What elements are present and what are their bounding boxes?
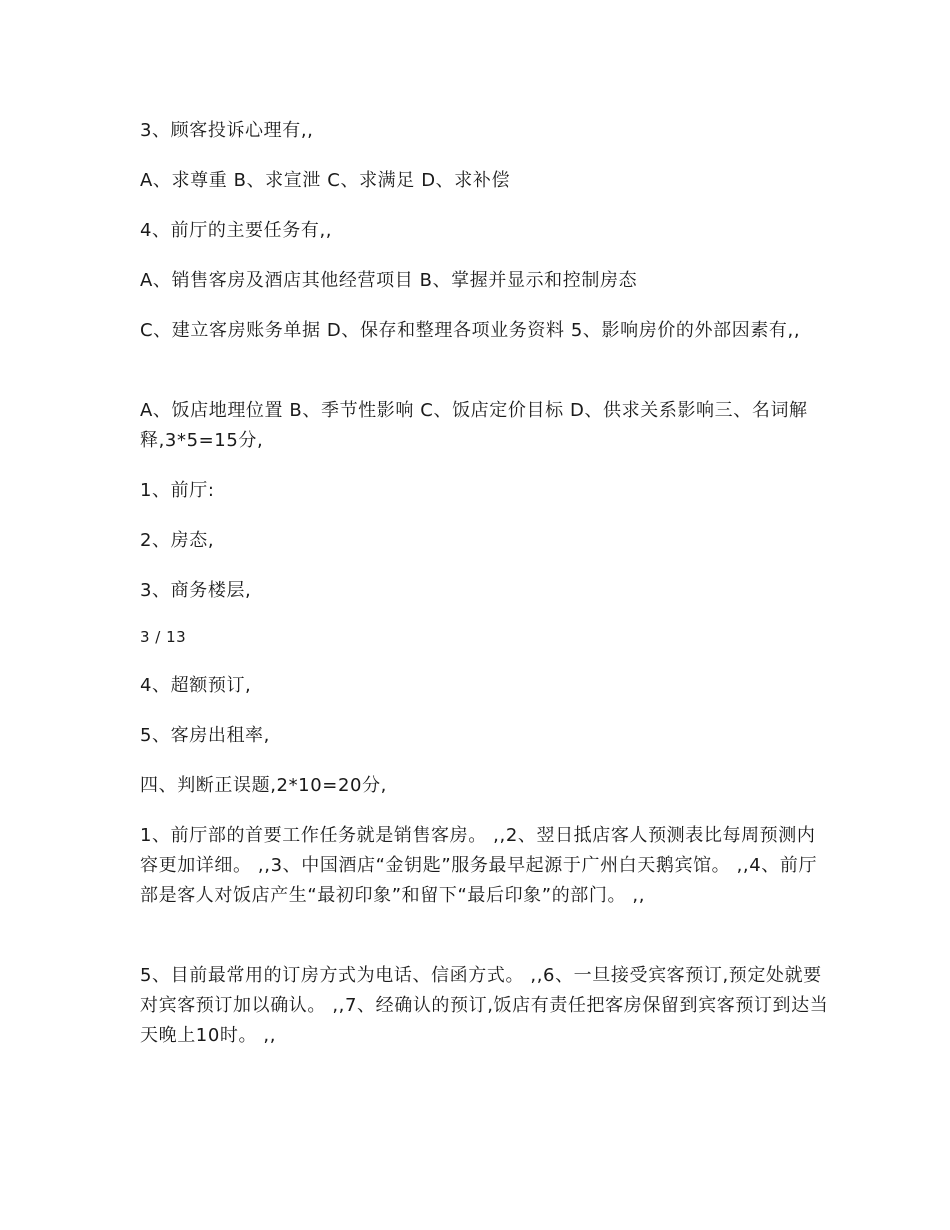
term-4: 4、超额预订,	[140, 675, 252, 696]
term-2: 2、房态,	[140, 530, 215, 551]
question-3-options: A、求尊重 B、求宣泄 C、求满足 D、求补偿	[140, 170, 511, 191]
term-5: 5、客房出租率,	[140, 725, 270, 746]
question-3-complaint-psychology: 3、顾客投诉心理有,,	[140, 120, 314, 141]
question-4-options-cd-question-5: C、建立客房账务单据 D、保存和整理各项业务资料 5、影响房价的外部因素有,,	[140, 320, 801, 341]
question-4-options-ab: A、销售客房及酒店其他经营项目 B、掌握并显示和控制房态	[140, 270, 638, 291]
page-number: 3 / 13	[140, 628, 187, 646]
term-3: 3、商务楼层,	[140, 580, 252, 601]
section-4-heading: 四、判断正误题,2*10=20分,	[140, 775, 387, 796]
question-4-front-office-tasks: 4、前厅的主要任务有,,	[140, 220, 333, 241]
question-5-options-section-3: A、饭店地理位置 B、季节性影响 C、饭店定价目标 D、供求关系影响三、名词解释,3*5=15分,	[140, 400, 808, 451]
term-1: 1、前厅:	[140, 480, 215, 501]
true-false-items-1-4: 1、前厅部的首要工作任务就是销售客房。 ,,2、翌日抵店客人预测表比每周预测内容更加详细。 ,,3、中国酒店“金钥匙”服务最早起源于广州白天鹅宾馆。 ,,4、前厅部是客人对饭店产生“最初印象”和留下“最后印象”的部门。 ,,	[140, 825, 818, 906]
true-false-items-5-7: 5、目前最常用的订房方式为电话、信函方式。 ,,6、一旦接受宾客预订,预定处就要对宾客预订加以确认。 ,,7、经确认的预订,饭店有责任把客房保留到宾客预订到达当天晚上10时。 ,,	[140, 965, 829, 1046]
